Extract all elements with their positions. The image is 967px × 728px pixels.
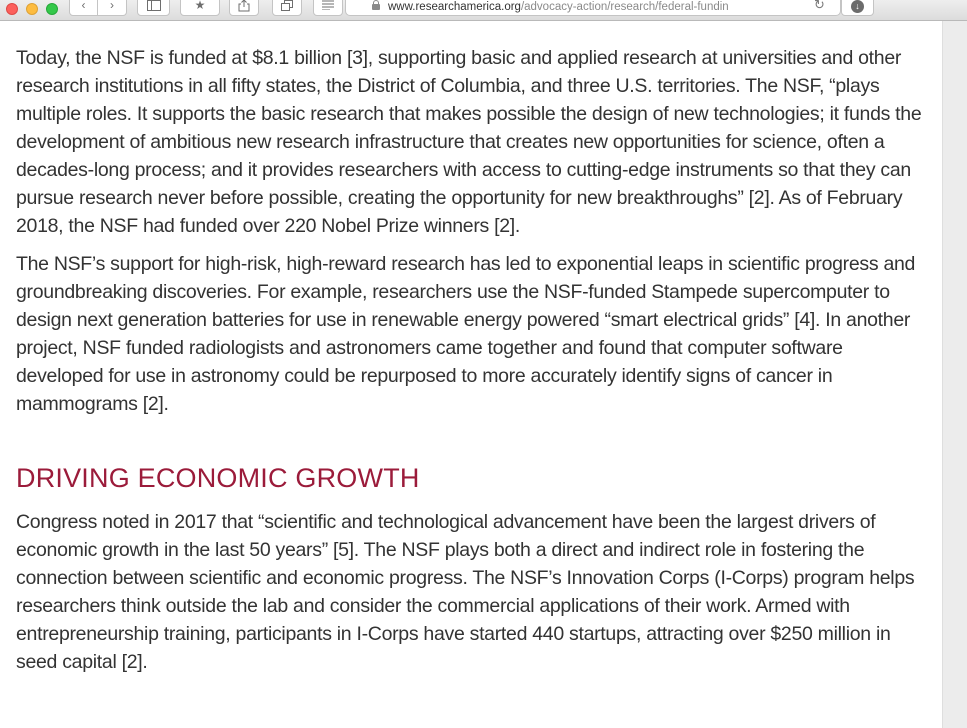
url-path: /advocacy-action/research/federal-fundin [520, 1, 729, 13]
section-heading: DRIVING ECONOMIC GROWTH [16, 463, 420, 493]
zoom-window-button[interactable] [46, 3, 58, 15]
url-fade [751, 0, 791, 15]
back-button[interactable] [69, 0, 98, 16]
share-icon [238, 0, 250, 12]
star-icon: ★ [194, 0, 206, 12]
article-body [16, 44, 931, 676]
reader-button[interactable] [313, 0, 343, 16]
browser-toolbar [0, 0, 967, 21]
share-button[interactable] [229, 0, 259, 16]
downloads-button[interactable] [841, 0, 874, 16]
url-text[interactable] [388, 1, 788, 13]
chevron-left-icon: ‹ [81, 0, 86, 12]
paragraph-high-risk-research: The NSF’s support for high-risk, high-reward research has led to exponential leaps in scientific progress and groundbreaking discoveries. For example, researchers use the NSF-funded Stampede supercomputer to design next generation batteries for use in renewable energy powered “smart electrical grids” [4]. In another project, NSF funded radiologists and astronomers came together and found that computer software developed for use in astronomy could be repurposed to more accurately identify signs of cancer in mammograms [2]. [16, 253, 916, 415]
forward-button[interactable] [98, 0, 127, 16]
show-tabs-button[interactable] [272, 0, 302, 16]
download-icon: ↓ [851, 0, 864, 13]
paragraph-nsf-funding: Today, the NSF is funded at $8.1 billion [3], supporting basic and applied research at universities and other research institutions in all fifty states, the District of Columbia, and three U.S. territories. The NSF, “plays multiple roles. It supports the basic research that makes possible the design of new technologies; it funds the development of ambitious new research infrastructure that creates new opportunities for science, often a decades-long process; and it provides researchers with access to cutting-edge instruments so that they can pursue research never before possible, creating the opportunity for new breakthroughs” [2]. As of February 2018, the NSF had funded over 220 Nobel Prize winners [2]. [16, 47, 922, 237]
minimize-window-button[interactable] [26, 3, 38, 15]
lock-icon [372, 1, 380, 9]
chevron-right-icon: › [110, 0, 114, 12]
address-bar[interactable] [345, 0, 841, 16]
scrollbar-track[interactable] [942, 21, 967, 728]
url-domain: www.researchamerica.org [388, 1, 521, 13]
reader-icon [322, 0, 334, 10]
sidebar-icon [147, 0, 161, 11]
tabs-icon [281, 0, 293, 11]
reload-icon[interactable]: ↻ [814, 0, 825, 12]
sidebar-button[interactable] [137, 0, 170, 16]
paragraph-economic-growth: Congress noted in 2017 that “scientific and technological advancement have been the largest drivers of economic growth in the last 50 years” [5]. The NSF plays both a direct and indirect role in fostering the connection between scientific and economic progress. The NSF’s Innovation Corps (I-Corps) program helps researchers think outside the lab and consider the commercial applications of their work. Armed with entrepreneurship training, participants in I-Corps have started 440 startups, attracting over $250 million in seed capital [2]. [16, 511, 915, 673]
close-window-button[interactable] [6, 3, 18, 15]
bookmark-button[interactable] [180, 0, 220, 16]
